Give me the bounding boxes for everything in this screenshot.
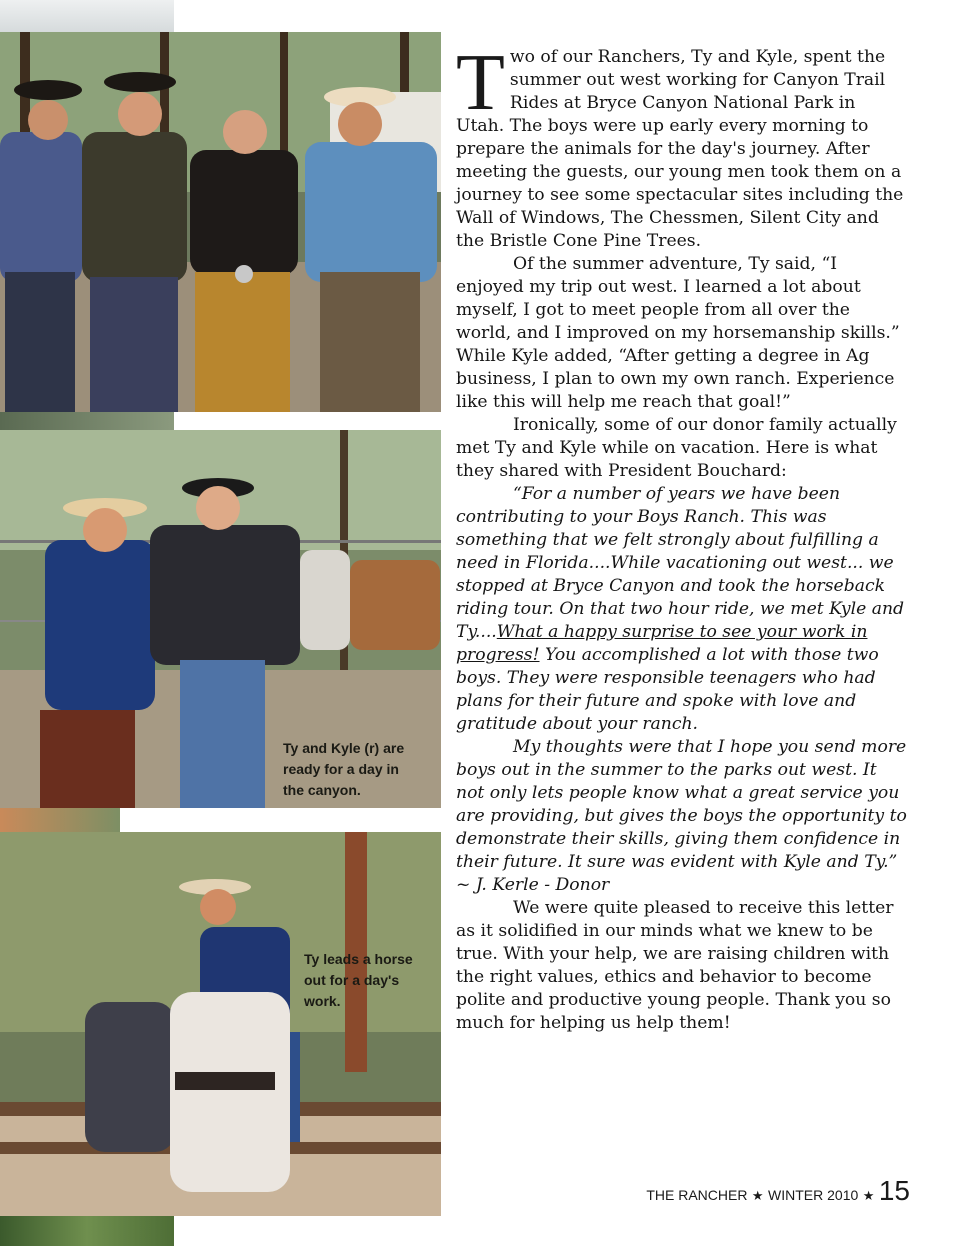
article-paragraph-3: Ironically, some of our donor family actually met Ty and Kyle while on vacation. Here is what they shared with President Bouchard:: [456, 415, 897, 481]
ty-leading-horse-photo: [0, 832, 441, 1216]
footer-issue: WINTER 2010: [768, 1187, 859, 1203]
top-edge-photo-strip: [0, 0, 174, 32]
article-body: [456, 39, 908, 1035]
article-paragraph-4: We were quite pleased to receive this letter as it solidified in our minds what we knew to be true. With your help, we are raising children with the right values, ethics and behavior to become polite and productive young people. Thank you so much for helping us help them!: [456, 898, 894, 1033]
lower-left-edge-strip: [0, 808, 120, 832]
footer-star-icon: ★: [751, 1188, 764, 1203]
page-footer: [646, 1175, 910, 1207]
article-paragraph-2: Of the summer adventure, Ty said, “I enjoyed my trip out west. I learned a lot about myself, I got to meet people from all over the world, and I improved on my horsemanship skills.” While Kyle added, “After getting a degree in Ag business, I plan to own my own ranch. Experience like this will help me reach that goal!”: [456, 254, 900, 412]
ranchers-group-photo: [0, 32, 441, 412]
donor-quote-part-a: “For a number of years we have been contributing to your Boys Ranch. This was something that we felt strongly about fulfilling a need in Florida....While vacationing out west... we stopped at Bryce Canyon and took the horseback riding tour. On that two hour ride, we met Kyle and Ty....: [456, 484, 905, 642]
page-number: 15: [878, 1175, 910, 1206]
bottom-edge-photo-strip: [0, 1216, 174, 1246]
donor-quote-paragraph-1: [456, 483, 908, 736]
donor-quote-paragraph-2: My thoughts were that I hope you send more boys out in the summer to the parks out west. It not only lets people know what a great service you are providing, but gives the boys the opportunity to demonstrate their skills, giving them confidence in their future. It sure was evident with Kyle and Ty.” ~ J. Kerle - Donor: [456, 737, 907, 895]
footer-star-icon-2: ★: [862, 1188, 875, 1203]
article-paragraph-1-text: wo of our Ranchers, Ty and Kyle, spent the summer out west working for Canyon Trail Rides at Bryce Canyon National Park in Utah. The boys were up early every morning to prepare the animals for the day's journey. After meeting the guests, our young men took them on a journey to see some spectacular sites including the Wall of Windows, The Chessmen, Silent City and the Bristle Cone Pine Trees.: [456, 47, 904, 251]
bottom-photo-caption: Ty leads a horse out for a day's work.: [304, 951, 413, 1009]
left-edge-photo-strip: [0, 410, 174, 430]
drop-cap: T: [456, 39, 505, 127]
article-paragraph-1: [456, 39, 908, 253]
donor-quote-underlined: What a happy surprise to see your work in progress!: [456, 622, 868, 665]
donor-quote-part-b: You accomplished a lot with those two boys. They were responsible teenagers who had plans for their future and spoke with love and gratitude about your ranch.: [456, 645, 879, 734]
middle-photo-caption: Ty and Kyle (r) are ready for a day in the canyon.: [283, 740, 405, 798]
footer-publication: THE RANCHER: [646, 1187, 748, 1203]
